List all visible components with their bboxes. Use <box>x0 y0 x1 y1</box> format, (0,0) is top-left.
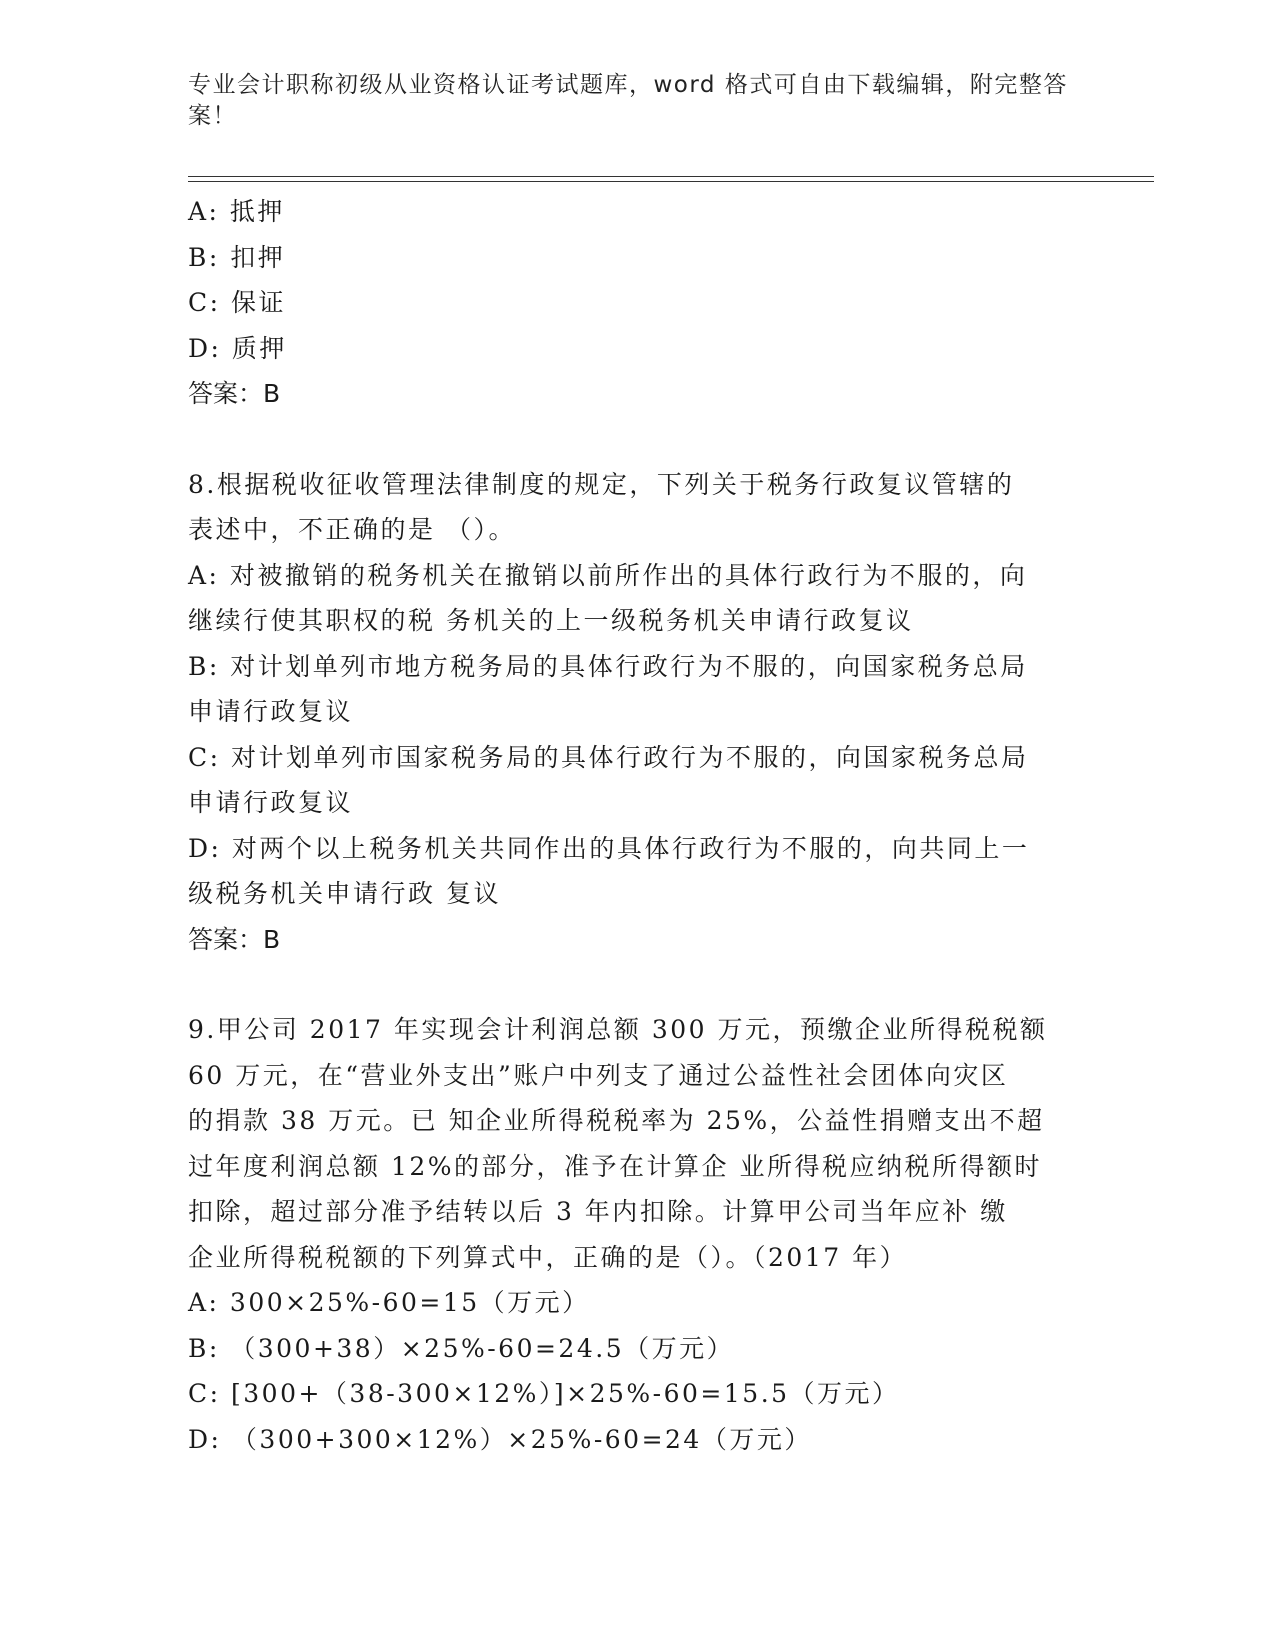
header-line-2: 案！ <box>188 103 237 129</box>
header-rule-top <box>188 176 1154 177</box>
option-b: B: （300+38）×25%-60=24.5（万元） <box>188 1333 735 1363</box>
option-c-line: 申请行政复议 <box>188 788 354 817</box>
question-stem-line: 8.根据税收征收管理法律制度的规定，下列关于税务行政复议管辖的 <box>188 469 1015 499</box>
option-a-line: A: 对被撤销的税务机关在撤销以前所作出的具体行政行为不服的，向 <box>188 560 1028 590</box>
header-rule-bottom <box>188 181 1154 182</box>
option-b: B: 扣押 <box>188 242 286 272</box>
question-stem-line: 的捐款 38 万元。已 知企业所得税税率为 25%，公益性捐赠支出不超 <box>188 1106 1045 1135</box>
document-header <box>188 70 1068 132</box>
question-stem-line: 扣除，超过部分准予结转以后 3 年内扣除。计算甲公司当年应补 缴 <box>188 1197 1008 1226</box>
option-d-line: D: 对两个以上税务机关共同作出的具体行政行为不服的，向共同上一 <box>188 833 1030 863</box>
question-stem-line: 过年度利润总额 12%的部分，准予在计算企 业所得税应纳税所得额时 <box>188 1151 1042 1181</box>
question-stem-line: 企业所得税税额的下列算式中，正确的是（）。（2017 年） <box>188 1242 908 1272</box>
option-d: D: （300+300×12%）×25%-60=24（万元） <box>188 1424 812 1454</box>
question-7 <box>188 189 1068 417</box>
option-c: C: 保证 <box>188 288 286 317</box>
answer: 答案：B <box>188 379 281 408</box>
question-8 <box>188 462 1068 963</box>
option-b-line: 申请行政复议 <box>188 697 354 726</box>
header-line-1: 专业会计职称初级从业资格认证考试题库，word 格式可自由下载编辑，附完整答 <box>188 72 1068 98</box>
question-stem-line: 60 万元，在“营业外支出”账户中列支了通过公益性社会团体向灾区 <box>188 1060 1009 1090</box>
option-a-line: 继续行使其职权的税 务机关的上一级税务机关申请行政复议 <box>188 606 914 635</box>
option-b-line: B: 对计划单列市地方税务局的具体行政行为不服的，向国家税务总局 <box>188 651 1028 681</box>
option-c-line: C: 对计划单列市国家税务局的具体行政行为不服的，向国家税务总局 <box>188 742 1029 772</box>
option-d: D: 质押 <box>188 333 287 363</box>
option-a: A: 抵押 <box>188 197 285 226</box>
option-d-line: 级税务机关申请行政 复议 <box>188 879 501 908</box>
answer: 答案：B <box>188 924 281 954</box>
question-stem-line: 表述中，不正确的是 （）。 <box>188 515 516 544</box>
question-stem-line: 9.甲公司 2017 年实现会计利润总额 300 万元，预缴企业所得税税额 <box>188 1015 1048 1044</box>
option-a: A: 300×25%-60=15（万元） <box>188 1288 590 1317</box>
question-content <box>188 189 1068 1462</box>
option-c: C: [300+（38-300×12%）]×25%-60=15.5（万元） <box>188 1379 900 1408</box>
question-9 <box>188 1007 1068 1462</box>
